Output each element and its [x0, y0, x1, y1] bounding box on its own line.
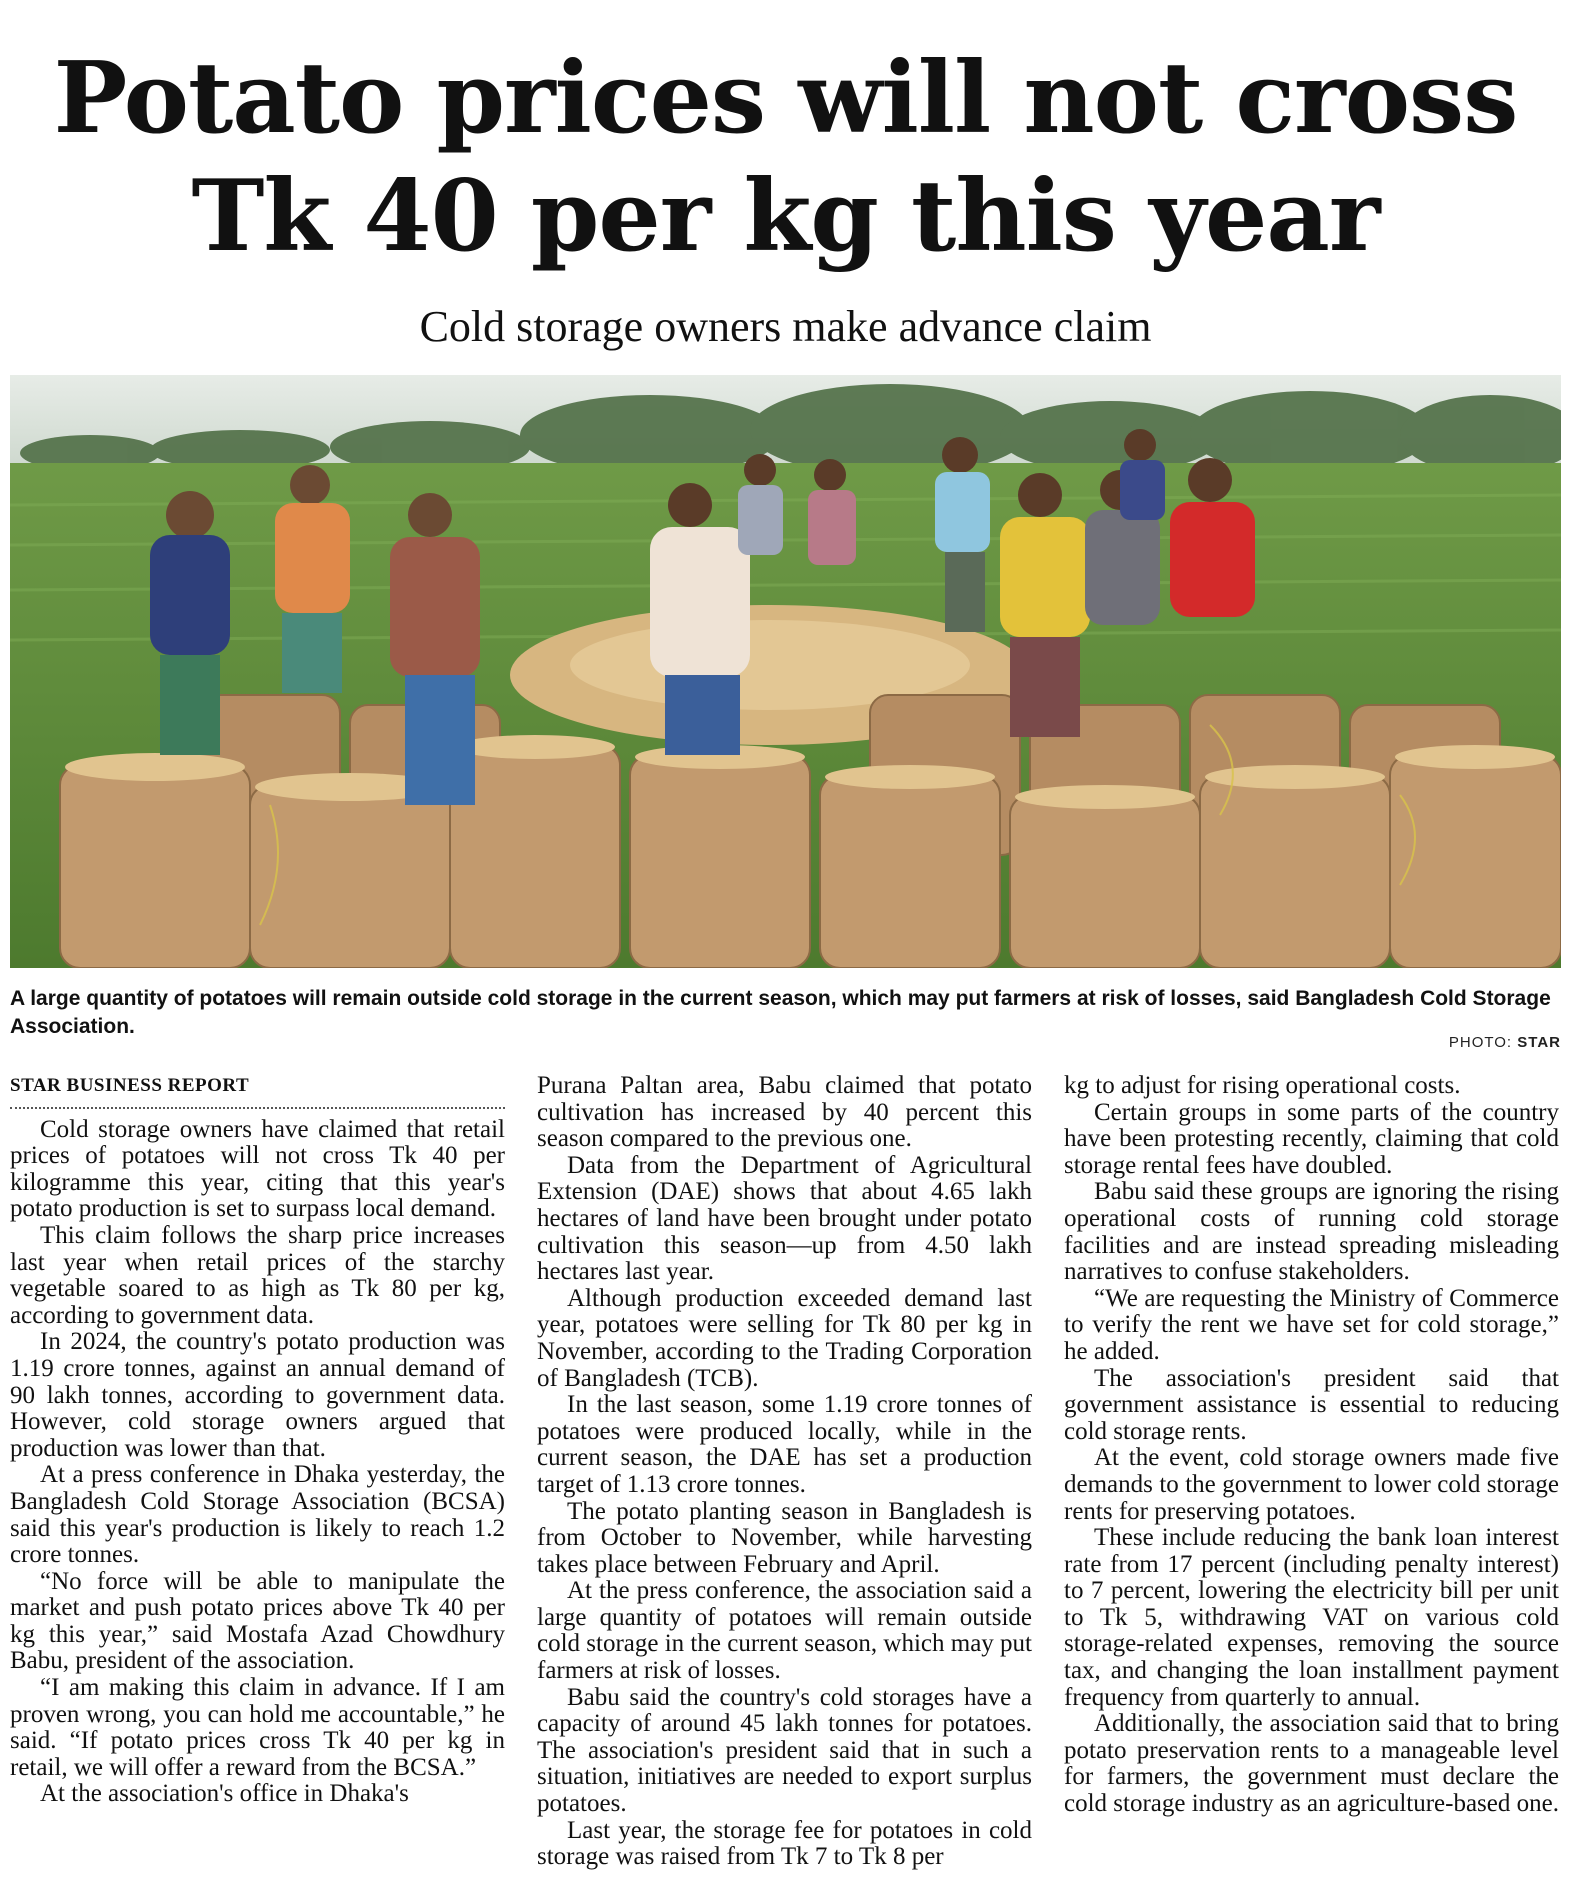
paragraph: Cold storage owners have claimed that retail prices of potatoes will not cross Tk 40 per kilogramme this year, citing that this year's potato production is set to surpass local demand. — [10, 1115, 505, 1223]
paragraph: The potato planting season in Bangladesh is from October to November, while harvesting takes place between February and April. — [537, 1497, 1032, 1578]
paragraph: In the last season, some 1.19 crore tonnes of potatoes were produced locally, while in the current season, the DAE has set a production target of 1.13 crore tonnes. — [537, 1391, 1032, 1498]
paragraph: At the association's office in Dhaka's — [40, 1780, 409, 1808]
paragraph: Additionally, the association said that to bring potato preservation rents to a manageable level for farmers, the government must declare the cold storage industry as an agriculture-based one. — [1064, 1710, 1559, 1818]
headline-line-1: Potato prices will not cross — [53, 41, 1518, 156]
paragraph: “No force will be able to manipulate the market and push potato prices above Tk 40 per kg this year,” said Mostafa Azad Chowdhury Babu, president of the association. — [10, 1567, 505, 1675]
paragraph: Data from the Department of Agricultural Extension (DAE) shows that about 4.65 lakh hectares of land have been brought under potato cultivation this season—up from 4.50 lakh hectares last year. — [537, 1151, 1032, 1286]
article-photo — [10, 375, 1561, 968]
paragraph: Certain groups in some parts of the country have been protesting recently, claiming that cold storage rental fees have doubled. — [1064, 1098, 1559, 1179]
paragraph: At the event, cold storage owners made five demands to the government to lower cold storage rents for preserving potatoes. — [1064, 1444, 1559, 1525]
article-column-1 — [10, 1073, 505, 1808]
subheadline: Cold storage owners make advance claim — [419, 302, 1152, 351]
paragraph: Babu said these groups are ignoring the rising operational costs of running cold storage facilities and are instead spreading misleading narratives to confuse stakeholders. — [1064, 1178, 1559, 1286]
headline — [10, 40, 1561, 276]
paragraph: Last year, the storage fee for potatoes in cold storage was raised from Tk 7 to Tk 8 per — [537, 1816, 1032, 1871]
paragraph: Babu said the country's cold storages have a capacity of around 45 lakh tonnes for potatoes. The association's president said that in such a situation, initiatives are needed to export surplus potatoes. — [537, 1683, 1032, 1818]
paragraph: “We are requesting the Ministry of Commerce to verify the rent we have set for cold storage,” he added. — [1064, 1284, 1559, 1365]
paragraph-continued: Purana Paltan area, Babu claimed that potato cultivation has increased by 40 percent this season compared to the previous one. — [537, 1072, 1032, 1153]
paragraph: Although production exceeded demand last year, potatoes were selling for Tk 80 per kg in November, according to the Trading Corporation of Bangladesh (TCB). — [537, 1284, 1032, 1392]
byline: STAR BUSINESS REPORT — [10, 1073, 505, 1109]
paragraph: This claim follows the sharp price increases last year when retail prices of the starchy vegetable soared to as high as Tk 80 per kg, according to government data. — [10, 1221, 505, 1329]
paragraph: “I am making this claim in advance. If I am proven wrong, you can hold me accountable,” he said. “If potato prices cross Tk 40 per kg in retail, we will offer a reward from the BCSA.” — [10, 1674, 505, 1781]
photo-credit-label: PHOTO: — [1448, 1034, 1513, 1051]
paragraph: At the press conference, the association said a large quantity of potatoes will remain outside cold storage in the current season, which may put farmers at risk of losses. — [537, 1577, 1032, 1685]
paragraph: These include reducing the bank loan interest rate from 17 percent (including penalty interest) to 7 percent, lowering the electricity bill per unit to Tk 5, withdrawing VAT on various cold storage-related expenses, removing the source tax, and changing the loan installment payment frequency from quarterly to annual. — [1064, 1524, 1559, 1711]
paragraph-continued: kg to adjust for rising operational costs. — [1064, 1072, 1461, 1099]
photo-caption: A large quantity of potatoes will remain outside cold storage in the current season, which may put farmers at risk of losses, said Bangladesh Cold Storage Association. — [10, 987, 1551, 1038]
photo-credit — [1449, 1034, 1561, 1051]
paragraph: The association's president said that government assistance is essential to reducing cold storage rents. — [1064, 1364, 1559, 1445]
paragraph: At a press conference in Dhaka yesterday, the Bangladesh Cold Storage Association (BCSA) said this year's production is likely to reach 1.2 crore tonnes. — [10, 1461, 505, 1569]
photo-credit-source: STAR — [1517, 1034, 1561, 1051]
article-column-2 — [537, 1073, 1032, 1871]
potato-harvest-photo — [10, 375, 1561, 968]
article-column-3 — [1064, 1073, 1559, 1818]
headline-line-2: Tk 40 per kg this year — [191, 159, 1380, 274]
paragraph: In 2024, the country's potato production was 1.19 crore tonnes, against an annual demand of 90 lakh tonnes, according to government data. However, cold storage owners argued that production was lower than that. — [10, 1328, 505, 1462]
